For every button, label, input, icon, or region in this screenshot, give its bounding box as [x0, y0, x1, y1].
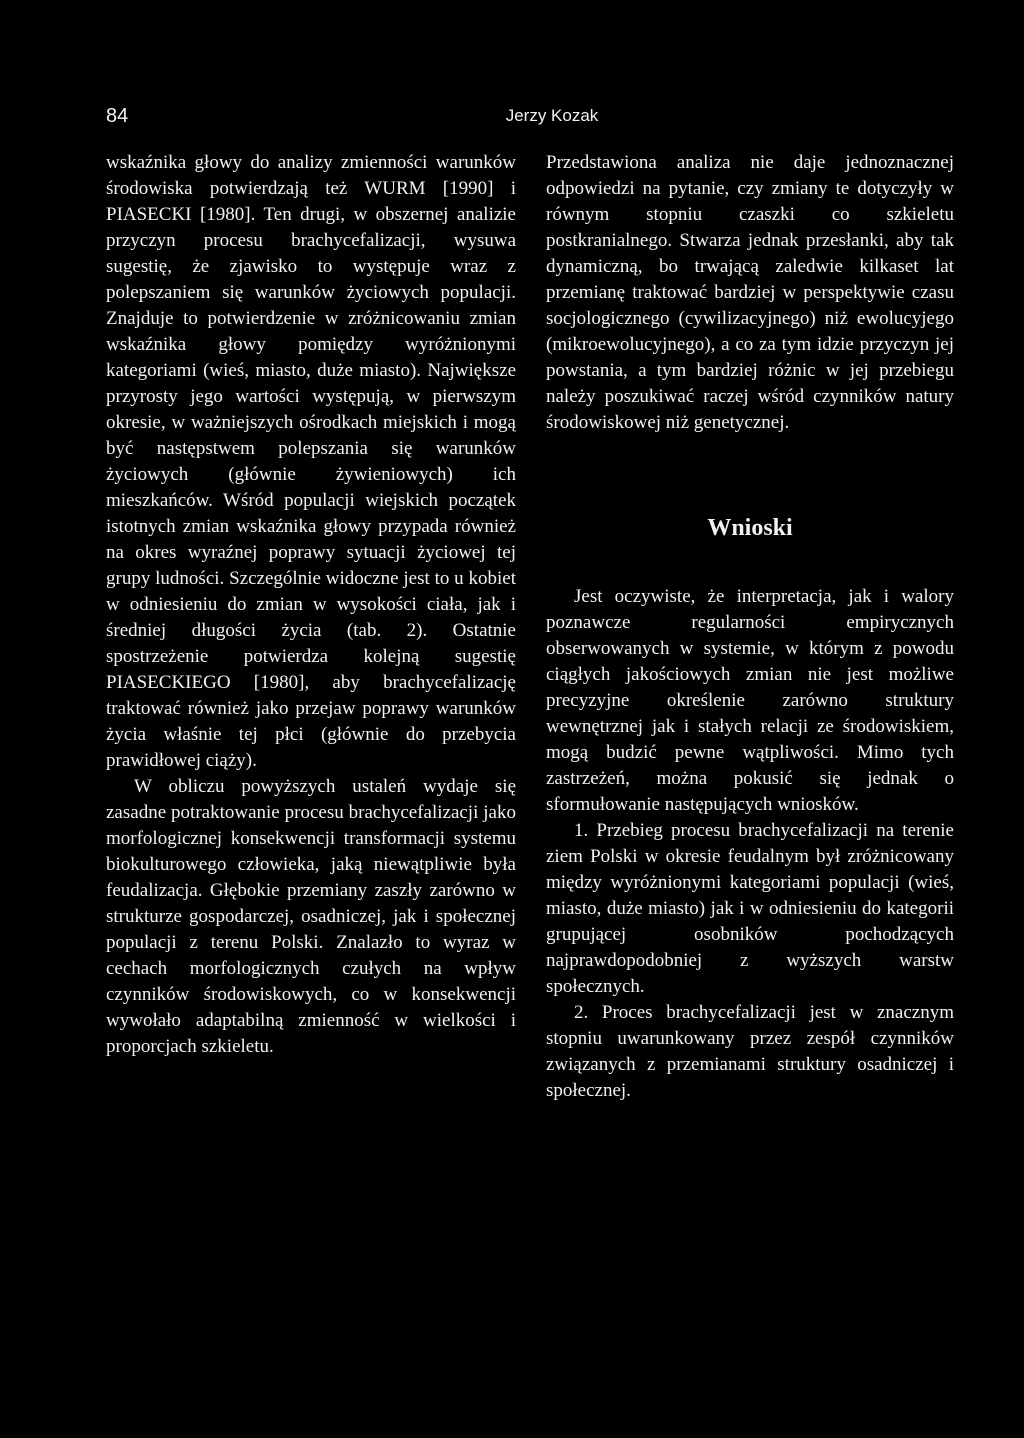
- left-column: [106, 150, 516, 1060]
- section-heading: Wnioski: [707, 515, 793, 541]
- body-paragraph: Jest oczywiste, że interpretacja, jak i walory poznawcze regularności empirycznych obserwowanych w systemie, w którym z powodu ciągłych jakościowych zmian nie jest możliwe precyzyjne określenie zarówno struktury wewnętrznej jak i stałych relacji ze środowiskiem, mogą budzić pewne wątpliwości. Mimo tych zastrzeżeń, można pokusić się jednak o sformułowanie następujących wniosków.: [546, 586, 954, 815]
- conclusion-item: 2. Proces brachycefalizacji jest w znacznym stopniu uwarunkowany przez zespół czynników związanych z przemianami struktury osadniczej i społecznej.: [546, 1002, 954, 1101]
- right-column: [546, 150, 954, 1104]
- body-paragraph: Przedstawiona analiza nie daje jednoznacznej odpowiedzi na pytanie, czy zmiany te dotyczyły w równym stopniu czaszki co szkieletu postkranialnego. Stwarza jednak przesłanki, aby tak dynamiczną, bo trwającą zaledwie kilkaset lat przemianę traktować bardziej w perspektywie czasu socjologicznego (cywilizacyjnego) niż ewolucyjego (mikroewolucyjnego), a co za tym idzie przyczyn jej powstania, a tym bardziej różnic w jej przebiegu należy poszukiwać raczej wśród czynników natury środowiskowej niż genetycznej.: [546, 152, 954, 433]
- running-head: Jerzy Kozak: [505, 106, 599, 125]
- body-paragraph: wskaźnika głowy do analizy zmienności warunków środowiska potwierdzają też WURM [1990] i PIASECKI [1980]. Ten drugi, w obszernej analizie przyczyn procesu brachycefalizacji, wysuwa sugestię, że zjawisko to występuje wraz z polepszaniem się warunków życiowych populacji. Znajduje to potwierdzenie w zróżnicowaniu zmian wskaźnika głowy pomiędzy wyróżnionymi kategoriami (wieś, miasto, duże miasto). Największe przyrosty jego wartości występują, w pierwszym okresie, w ważniejszych ośrodkach miejskich i mogą być następstwem polepszania się warunków życiowych (głównie żywieniowych) ich mieszkańców. Wśród populacji wiejskich początek istotnych zmian wskaźnika głowy przypada również na okres wyraźnej poprawy sytuacji życiowej tej grupy ludności. Szczególnie widoczne jest to u kobiet w odniesieniu do zmian w wysokości ciała, jak i średniej długości życia (tab. 2). Ostatnie spostrzeżenie potwierdza kolejną sugestię PIASECKIEGO [1980], aby brachycefalizację traktować również jako przejaw poprawy warunków życia właśnie tej płci (głównie do przebycia prawidłowej ciąży).: [106, 152, 516, 771]
- page-number: 84: [106, 105, 129, 127]
- conclusion-item: 1. Przebieg procesu brachycefalizacji na terenie ziem Polski w okresie feudalnym był zróżnicowany między wyróżnionymi kategoriami populacji (wieś, miasto, duże miasto) jak i w odniesieniu do kategorii grupującej osobników pochodzących najprawdopodobniej z wyższych warstw społecznych.: [546, 820, 954, 997]
- body-paragraph: W obliczu powyższych ustaleń wydaje się zasadne potraktowanie procesu brachycefalizacji jako morfologicznej konsekwencji transformacji systemu biokulturowego człowieka, jaką niewątpliwie była feudalizacja. Głębokie przemiany zaszły zarówno w strukturze gospodarczej, osadniczej, jak i społecznej populacji z terenu Polski. Znalazło to wyraz w cechach morfologicznych czułych na wpływ czynników środowiskowych, co w konsekwencji wywołało adaptabilną zmienność w wielkości i proporcjach szkieletu.: [106, 776, 516, 1057]
